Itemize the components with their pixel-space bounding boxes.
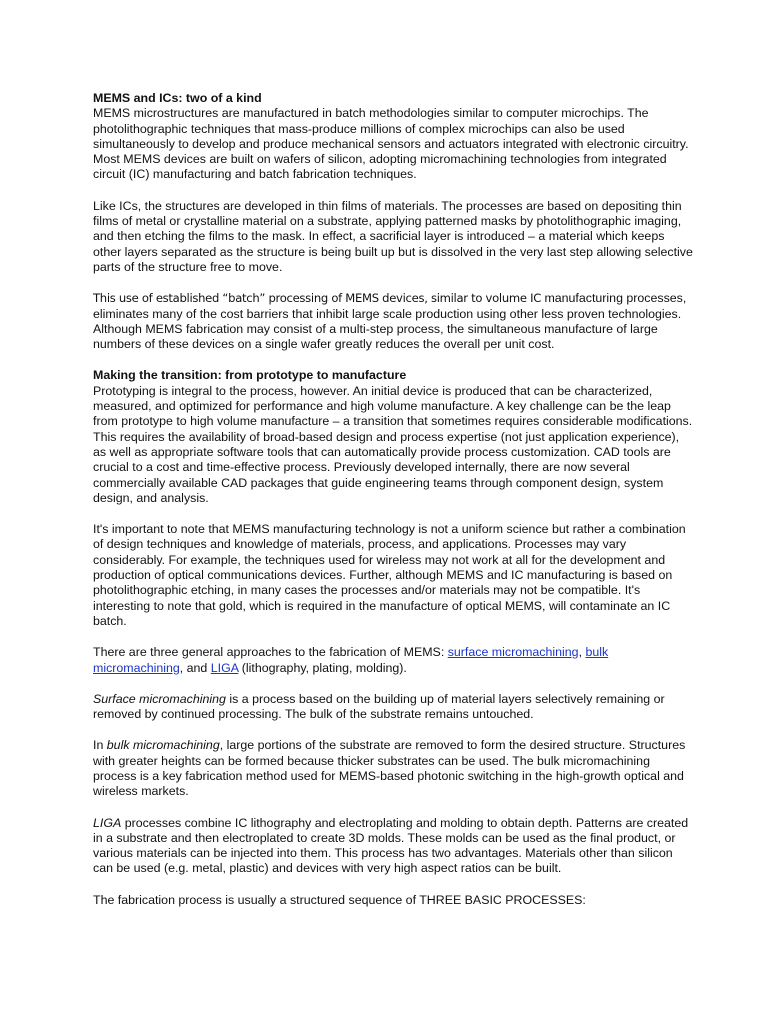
text: , and: [179, 660, 211, 675]
section-mems-and-ics: [93, 91, 693, 183]
paragraph: MEMS microstructures are manufactured in batch methodologies similar to computer microchips. The photolithographic techniques that mass-produce millions of complex microchips can also be used simultaneously to develop and produce mechanical sensors and actuators integrated with electronic circuitry. Most MEMS devices are built on wafers of silicon, adopting micromachining technologies from integrated circuit (IC) manufacturing and batch fabrication techniques.: [93, 106, 689, 182]
paragraph-bulk-micromachining: [93, 738, 693, 799]
paragraph: The fabrication process is usually a structured sequence of THREE BASIC PROCESSES:: [93, 892, 586, 907]
section-heading: MEMS and ICs: two of a kind: [93, 91, 262, 105]
text: , large portions of the substrate are removed to form the desired structure. Structures with greater heights can be formed because thicker substrates can be used. The bulk micromachining process is a key fabrication method used for MEMS-based photonic switching in the high-growth optical and wireless markets.: [93, 738, 686, 799]
paragraph: [93, 291, 693, 352]
paragraph-lead: This use of established “batch” processing of MEMS devices, similar to volume IC: [93, 291, 541, 306]
link-surface-micromachining[interactable]: surface micromachining: [447, 645, 579, 660]
paragraph: Like ICs, the structures are developed in thin films of materials. The processes are based on depositing thin films of metal or crystalline material on a substrate, applying patterned masks by photolithographic imaging, and then etching the films to the mask. In effect, a sacrificial layer is introduced – a material which keeps other layers separated as the structure is being built up but is dissolved in the very last step allowing selective parts of the structure free to move.: [93, 198, 693, 274]
term: LIGA: [93, 815, 122, 830]
text: There are three general approaches to the fabrication of MEMS:: [93, 645, 448, 660]
paragraph-rest: manufacturing processes, eliminates many of the cost barriers that inhibit large scale production using other less proven technologies. Although MEMS fabrication may consist of a multi-step process, the simultaneous manufacture of large numbers of these devices on a single wafer greatly reduces the overall per unit cost.: [93, 291, 687, 352]
term: Surface micromachining: [93, 691, 226, 706]
paragraph-surface-micromachining: [93, 692, 693, 723]
text: processes combine IC lithography and electroplating and molding to obtain depth. Patterns are created in a substrate and then electroplated to create 3D molds. These molds can be used as the final product, or various materials can be injected into them. This process has two advantages. Materials other than silicon can be used (e.g. metal, plastic) and devices with very high aspect ratios can be built.: [93, 815, 689, 876]
paragraph-liga: [93, 816, 693, 877]
paragraph: Prototyping is integral to the process, however. An initial device is produced that can be characterized, measured, and optimized for performance and high volume manufacture. A key challenge can be the leap from prototype to high volume manufacture – a transition that sometimes requires considerable modifications. This requires the availability of broad-based design and process expertise (not just application experience), as well as appropriate software tools that can automatically provide process customization. CAD tools are crucial to a cost and time-effective process. Previously developed internally, there are now several commercially available CAD packages that guide engineering teams through component design, system design, and analysis.: [93, 383, 693, 505]
section-heading: Making the transition: from prototype to manufacture: [93, 368, 407, 383]
link-liga[interactable]: LIGA: [210, 660, 239, 675]
paragraph: It's important to note that MEMS manufacturing technology is not a uniform science but rather a combination of design techniques and knowledge of materials, process, and applications. Processes may vary considerably. For example, the techniques used for wireless may not work at all for the development and production of optical communications devices. Further, although MEMS and IC manufacturing is based on photolithographic etching, in many cases the processes and/or materials may not be compatible. It's interesting to note that gold, which is required in the manufacture of optical MEMS, will contaminate an IC batch.: [93, 522, 686, 628]
text: In: [93, 738, 107, 753]
text: ,: [578, 645, 586, 660]
paragraph-approaches: [93, 645, 693, 676]
section-transition: [93, 368, 693, 506]
link-bulk-micromachining[interactable]: bulk micromachining: [93, 645, 609, 675]
text: (lithography, plating, molding).: [238, 660, 407, 675]
term: bulk micromachining: [106, 738, 220, 753]
document-body: [93, 91, 693, 924]
text: is a process based on the building up of material layers selectively remaining or removed by continued processing. The bulk of the substrate remains untouched.: [93, 691, 665, 722]
